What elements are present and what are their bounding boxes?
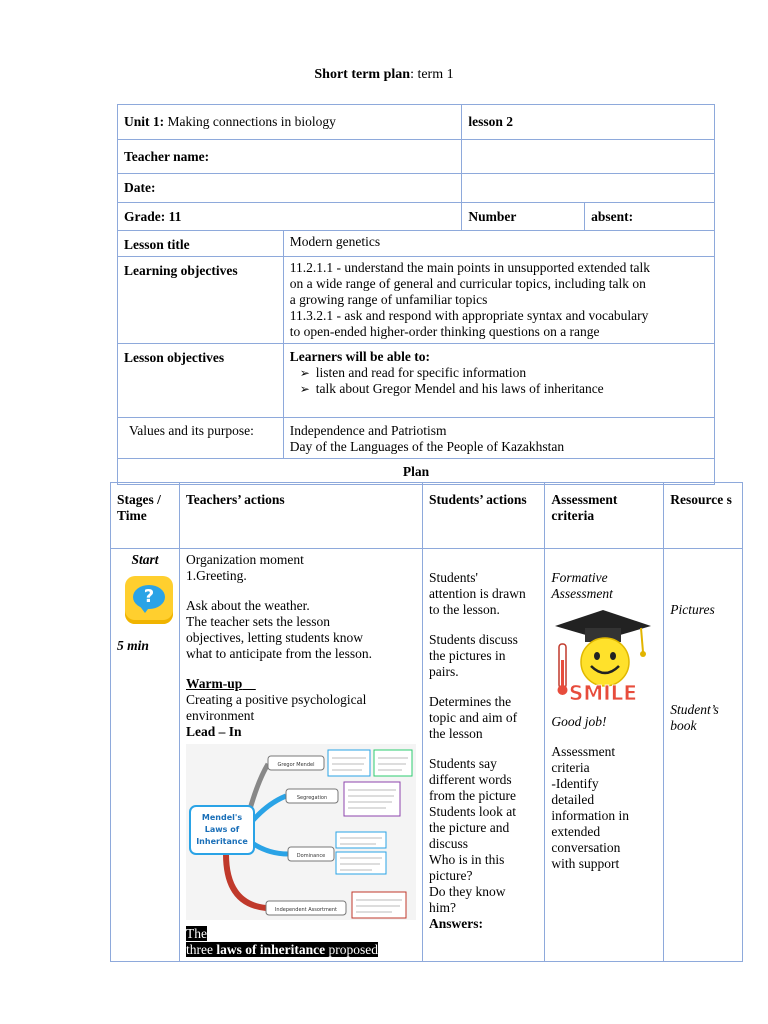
learning-objectives-label: Learning objectives <box>118 257 284 344</box>
teacher-name-label: Teacher name: <box>118 140 462 174</box>
svg-text:Independent Assortment: Independent Assortment <box>274 907 338 913</box>
good-job: Good job! <box>551 714 607 729</box>
stage-time: 5 min <box>117 638 149 653</box>
svg-text:SMILE: SMILE <box>569 681 638 705</box>
lesson-title-value: Modern genetics <box>283 231 714 257</box>
resources-cell: Pictures Student’s book <box>664 549 743 962</box>
values-label: Values and its purpose: <box>118 418 284 459</box>
mindmap-caption: The three laws of inheritance proposed <box>186 926 378 957</box>
mendel-laws-mindmap <box>186 744 416 920</box>
lead-in-label: Lead – In <box>186 724 242 739</box>
header-teachers-actions: Teachers’ actions <box>180 483 423 549</box>
question-icon: ? <box>125 576 173 624</box>
header-students-actions: Students’ actions <box>423 483 545 549</box>
svg-text:Inheritance: Inheritance <box>196 837 248 846</box>
date-value <box>462 174 715 203</box>
resource-pictures: Pictures <box>670 602 715 617</box>
lesson-objectives-label: Lesson objectives <box>118 344 284 418</box>
stage-cell <box>111 549 180 962</box>
plan-table <box>117 104 715 485</box>
grade-label: Grade: 11 <box>118 203 462 231</box>
number-label: Number <box>462 203 585 231</box>
students-actions-cell: Students' attention is drawn to the lesson. Students discuss the pictures in pairs. Determines the topic and aim of the lesson Students say different words from the picture Students look at the picture and discuss Who is in this picture? Do they know him? Answers: <box>423 549 545 962</box>
warmup-label: Warm-up <box>186 676 243 691</box>
header-stages: Stages / Time <box>111 483 180 549</box>
teacher-actions-cell: Organization moment 1.Greeting. Ask about the weather. The teacher sets the lesson objectives, letting students know what to anticipate from the lesson. Warm-up Creating a positive psychological environment Lead – In Mendel's Laws of Inheritance Gregor Mendel Segregation Dominance Independent Assortment The three laws of inheritance proposed <box>180 549 423 962</box>
answers-label: Answers: <box>429 916 483 931</box>
date-label: Date: <box>118 174 462 203</box>
stages-table <box>110 482 743 962</box>
title-bold: Short term plan <box>314 67 411 82</box>
teacher-name-value <box>462 140 715 174</box>
svg-text:Laws of: Laws of <box>204 825 240 834</box>
learning-objectives-value: 11.2.1.1 - understand the main points in unsupported extended talk on a wide range of general and curricular topics, including talk on a growing range of unfamiliar topics 11.3.2.1 - ask and respond with appropriate syntax and vocabulary to open-ended higher-order thinking questions on a range <box>283 257 714 344</box>
header-assessment: Assessment criteria <box>545 483 664 549</box>
svg-text:Dominance: Dominance <box>296 853 326 859</box>
smile-graduate-icon <box>551 608 655 708</box>
unit-cell: Unit 1: Making connections in biology <box>118 105 462 140</box>
stage-start: Start <box>131 552 159 567</box>
assessment-cell: Formative Assessment SMILE Good job! Assessment criteria -Identify detailed information in extended conversation with support <box>545 549 664 962</box>
svg-text:Gregor Mendel: Gregor Mendel <box>277 762 315 768</box>
svg-text:Mendel's: Mendel's <box>201 813 243 822</box>
header-resources: Resource s <box>664 483 743 549</box>
lesson-objectives-value: Learners will be able to: ➢ listen and read for specific information ➢ talk about Gregor Mendel and his laws of inheritance <box>283 344 714 418</box>
plan-label: Plan <box>118 459 715 485</box>
svg-text:Segregation: Segregation <box>296 795 328 801</box>
absent-label: absent: <box>585 203 715 231</box>
title-rest: : term 1 <box>410 67 454 82</box>
objective-item: ➢ talk about Gregor Mendel and his laws of inheritance <box>304 381 708 397</box>
values-value: Independence and Patriotism Day of the Languages of the People of Kazakhstan <box>283 418 714 459</box>
document-title <box>0 67 768 83</box>
lesson-cell: lesson 2 <box>462 105 715 140</box>
objective-item: ➢ listen and read for specific information <box>304 365 708 381</box>
lesson-title-label: Lesson title <box>118 231 284 257</box>
